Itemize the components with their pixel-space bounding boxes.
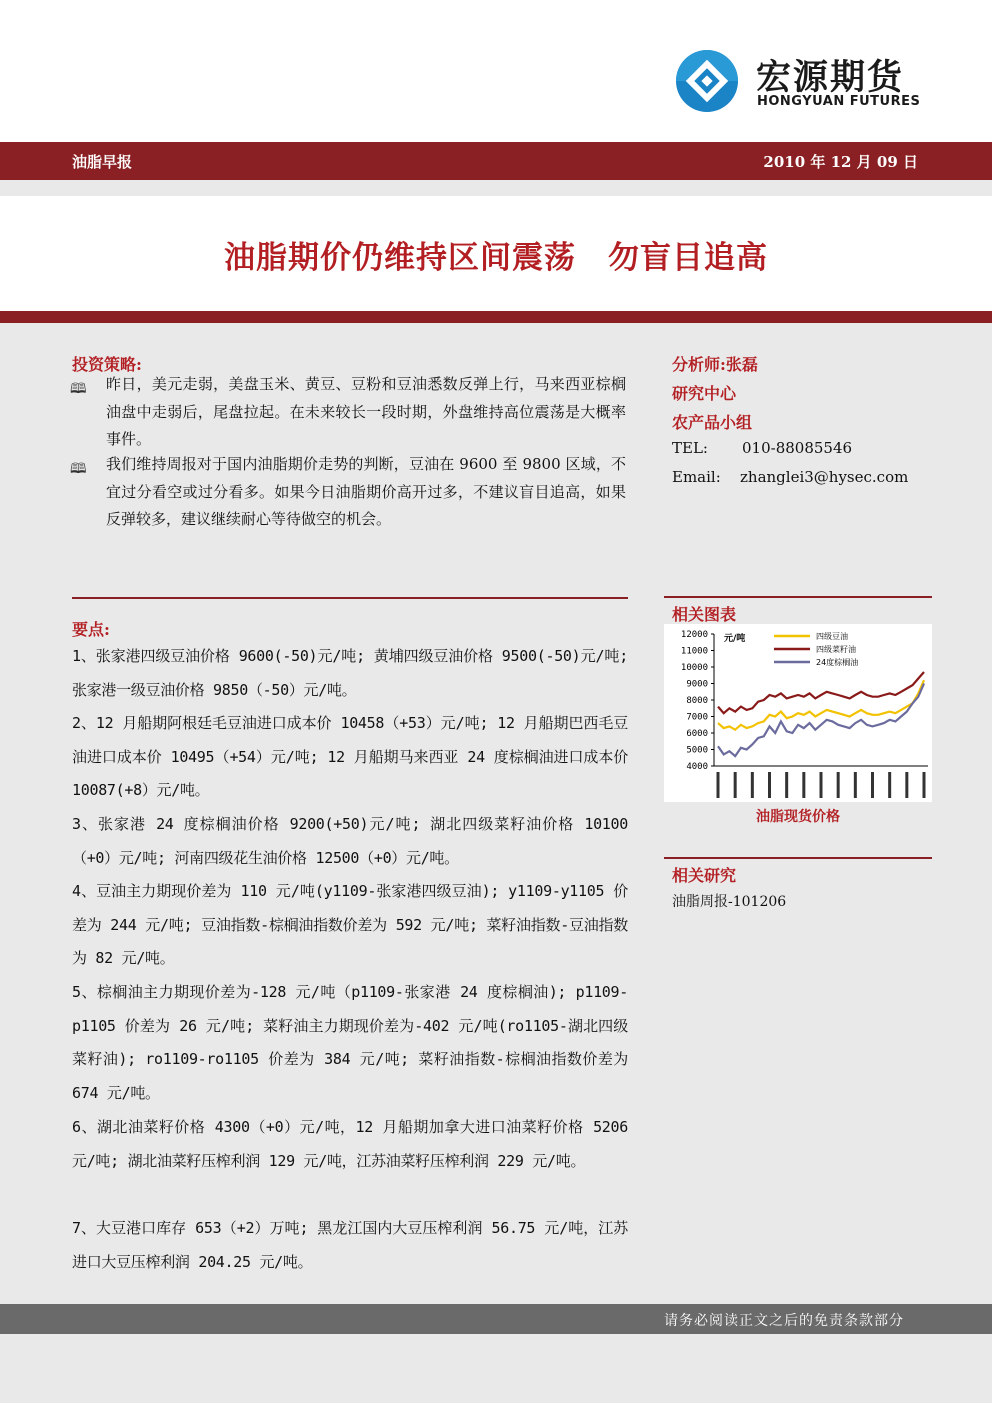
related-research-item[interactable]: 油脂周报-101206: [672, 894, 787, 910]
chart-y-tick-label: 9000: [686, 679, 708, 690]
chart-series-line: [718, 680, 924, 730]
chart-y-tick-label: 4000: [686, 762, 708, 772]
chart-legend-label: 四级菜籽油: [816, 645, 856, 654]
price-chart: [664, 624, 932, 802]
footer-band: [0, 1304, 992, 1334]
chart-y-label: 元/吨: [724, 634, 746, 644]
point-item-4: 4、豆油主力期现价差为 110 元/吨(y1109-张家港四级豆油); y1109-y1105 价差为 244 元/吨; 豆油指数-棕榈油指数价差为 592 元/吨; 菜籽油指数-豆油指数为 82 元/吨。: [72, 882, 628, 968]
hongyuan-logo-icon: [674, 48, 740, 114]
analyst-dept: 研究中心: [672, 384, 737, 403]
chart-x-tick-label: [871, 772, 874, 798]
point-item-3: 3、张家港 24 度棕榈油价格 9200(+50)元/吨; 湖北四级菜籽油价格 10100（+0）元/吨; 河南四级花生油价格 12500（+0）元/吨。: [72, 815, 628, 867]
chart-x-tick-label: [905, 772, 908, 798]
title-area: [0, 196, 992, 311]
point-item-7: 7、大豆港口库存 653（+2）万吨; 黑龙江国内大豆压榨利润 56.75 元/吨，江苏进口大豆压榨利润 204.25 元/吨。: [72, 1219, 628, 1271]
point-item-6: 6、湖北油菜籽价格 4300（+0）元/吨，12 月船期加拿大进口油菜籽价格 5206 元/吨; 湖北油菜籽压榨利润 129 元/吨，江苏油菜籽压榨利润 229 元/吨。: [72, 1118, 628, 1170]
chart-x-tick-label: [820, 772, 823, 798]
chart-y-tick-label: 6000: [686, 729, 708, 739]
strategy-heading: 投资策略:: [72, 355, 142, 374]
strategy-bullet-2: 我们维持周报对于国内油脂期价走势的判断，豆油在 9600 至 9800 区域，不宜过分看空或过分看多。如果今日油脂期价高开过多，不建议盲目追高，如果反弹较多，建议继续耐心等待做空的机会。: [106, 455, 626, 528]
email-value[interactable]: zhanglei3@hysec.com: [740, 468, 909, 486]
chart-y-tick-label: 10000: [680, 663, 708, 673]
chart-x-tick-label: [734, 772, 737, 798]
chart-y-tick-label: 7000: [686, 712, 708, 723]
book-icon: 🕮: [70, 381, 87, 397]
chart-x-tick-label: [888, 772, 891, 798]
title-divider: [0, 311, 992, 323]
related-chart-heading: 相关图表: [672, 605, 737, 624]
report-type: 油脂早报: [72, 153, 133, 171]
chart-x-tick-label: [768, 772, 771, 798]
chart-rule: [664, 596, 932, 598]
page-header: [0, 0, 992, 142]
chart-x-tick-label: [923, 772, 926, 798]
chart-y-tick-label: 8000: [686, 696, 708, 706]
report-date: 2010 年 12 月 09 日: [763, 153, 918, 171]
strategy-bullet-1: 昨日，美元走弱，美盘玉米、黄豆、豆粉和豆油悉数反弹上行，马来西亚棕榈油盘中走弱后，尾盘拉起。在未来较长一段时期，外盘维持高位震荡是大概率事件。: [106, 375, 626, 448]
chart-y-tick-label: 11000: [680, 646, 708, 657]
related-research-heading: 相关研究: [672, 866, 737, 885]
chart-y-tick-label: 12000: [680, 630, 708, 640]
page-title: 油脂期价仍维持区间震荡 勿盲目追高: [224, 240, 768, 276]
brand-name-cn: 宏源期货: [756, 58, 905, 98]
point-item-2: 2、12 月船期阿根廷毛豆油进口成本价 10458（+53）元/吨; 12 月船期巴西毛豆油进口成本价 10495（+54）元/吨; 12 月船期马来西亚 24 度棕榈油进口成本价 10087(+8）元/吨。: [72, 714, 628, 800]
point-item-1: 1、张家港四级豆油价格 9600(-50)元/吨; 黄埔四级豆油价格 9500(-50)元/吨; 张家港一级豆油价格 9850（-50）元/吨。: [72, 647, 628, 699]
chart-x-tick-label: [854, 772, 857, 798]
chart-y-tick-label: 5000: [686, 745, 708, 756]
research-rule: [664, 857, 932, 859]
analyst-group: 农产品小组: [672, 413, 753, 432]
disclaimer-text: 请务必阅读正文之后的免责条款部分: [664, 1313, 904, 1329]
chart-caption: 油脂现货价格: [756, 809, 840, 825]
book-icon: 🕮: [70, 461, 87, 477]
chart-x-tick-label: [802, 772, 805, 798]
points-heading: 要点:: [72, 620, 110, 639]
tel-label: TEL:: [672, 439, 708, 457]
chart-x-tick-label: [785, 772, 788, 798]
chart-x-tick-label: [717, 772, 720, 798]
chart-legend-label: 四级豆油: [816, 632, 848, 641]
chart-x-tick-label: [837, 772, 840, 798]
price-chart-svg: [664, 624, 932, 802]
header-band: [0, 142, 992, 180]
brand-name-en: HONGYUAN FUTURES: [757, 94, 921, 109]
point-item-5: 5、棕榈油主力期现价差为-128 元/吨（p1109-张家港 24 度棕榈油); p1109-p1105 价差为 26 元/吨; 菜籽油主力期现价差为-402 元/吨(ro1105-湖北四级菜籽油); ro1109-ro1105 价差为 384 元/吨; 菜籽油指数-棕榈油指数价差为 674 元/吨。: [72, 983, 628, 1103]
tel-value: 010-88085546: [742, 439, 853, 457]
company-logo: [674, 48, 934, 118]
chart-legend-label: 24度棕榈油: [816, 658, 859, 667]
chart-x-tick-label: [751, 772, 754, 798]
email-label: Email:: [672, 468, 721, 486]
analyst-name: 分析师:张磊: [672, 355, 758, 374]
chart-series-line: [718, 672, 924, 713]
points-rule: [72, 597, 628, 599]
